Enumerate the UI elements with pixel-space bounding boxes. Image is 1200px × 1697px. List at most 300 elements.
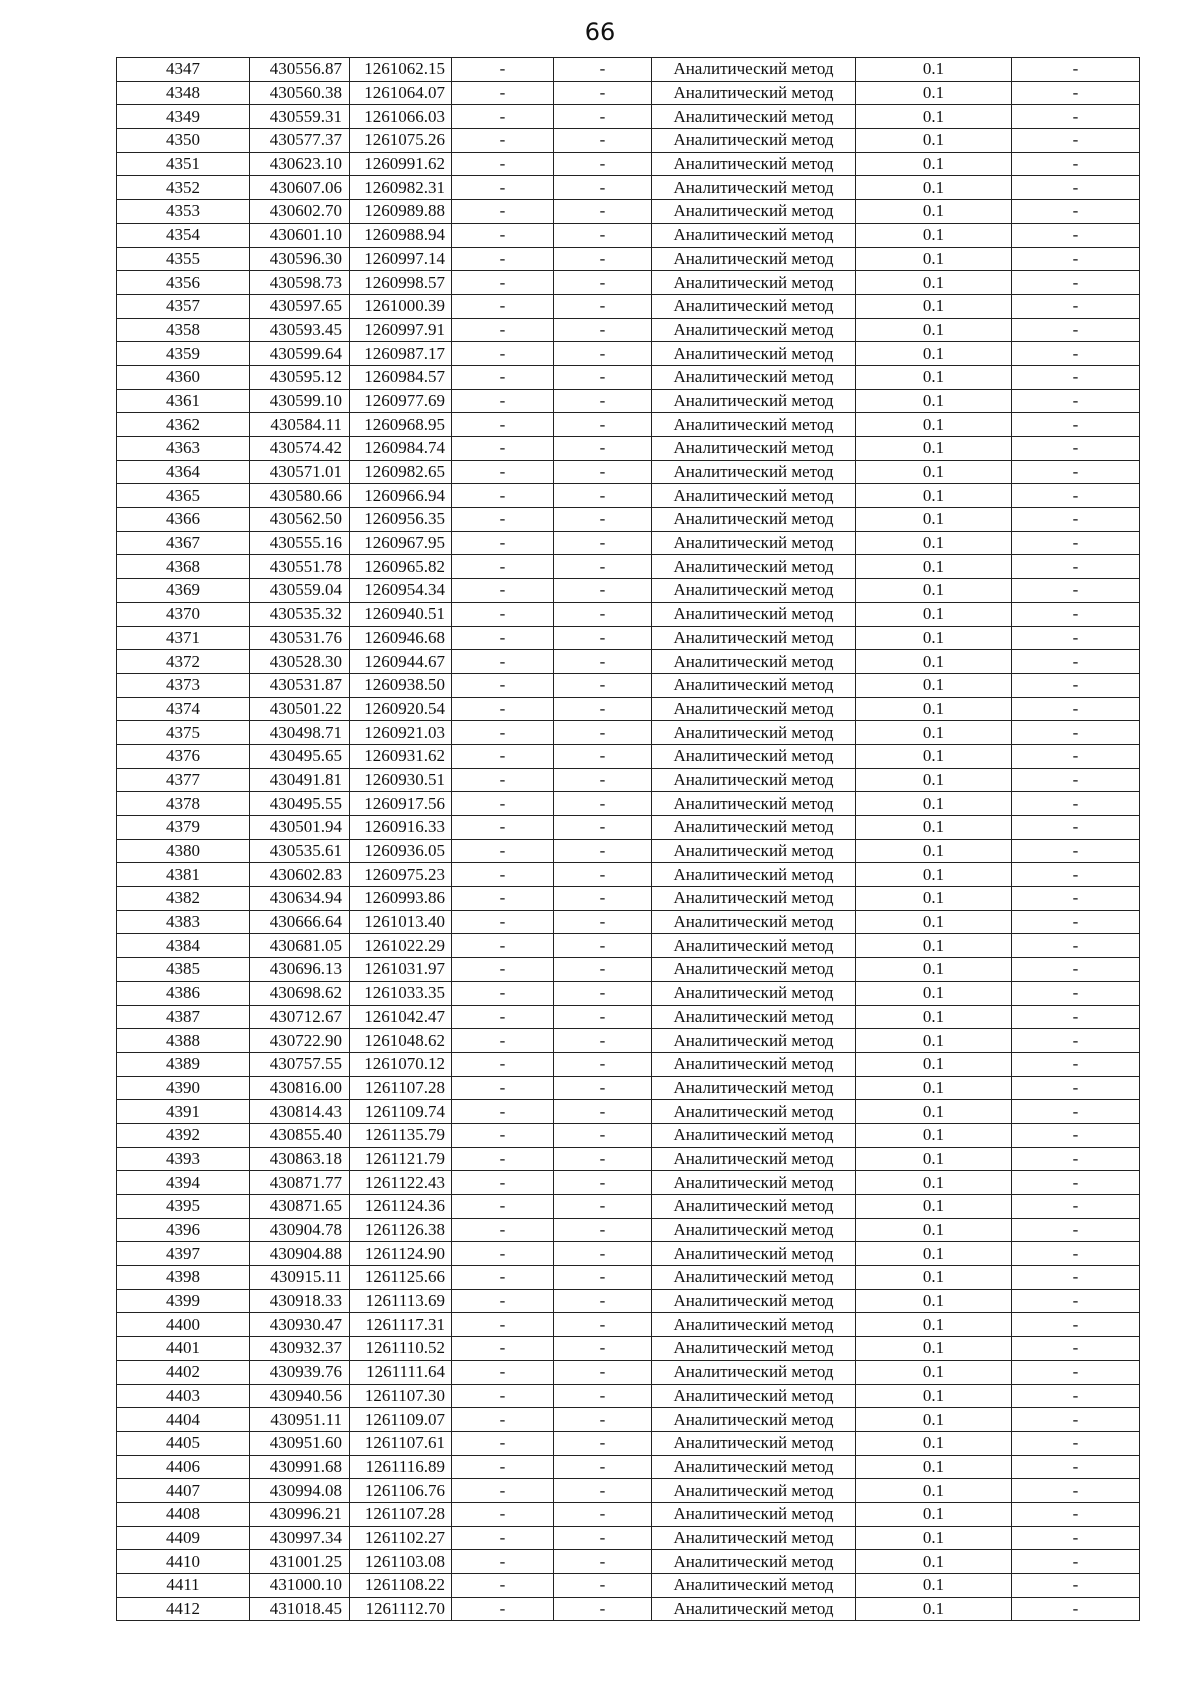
x-coordinate-cell: 431018.45 [250, 1597, 350, 1621]
empty-value-cell: - [452, 81, 554, 105]
empty-value-cell: - [1012, 1574, 1140, 1598]
accuracy-cell: 0.1 [856, 1479, 1012, 1503]
empty-value-cell: - [452, 200, 554, 224]
point-number-cell: 4392 [117, 1123, 250, 1147]
point-number-cell: 4376 [117, 744, 250, 768]
empty-value-cell: - [1012, 910, 1140, 934]
method-cell: Аналитический метод [652, 1029, 856, 1053]
point-number-cell: 4372 [117, 650, 250, 674]
accuracy-cell: 0.1 [856, 1242, 1012, 1266]
table-row [117, 910, 1140, 934]
table-row [117, 816, 1140, 840]
point-number-cell: 4373 [117, 673, 250, 697]
empty-value-cell: - [554, 105, 652, 129]
empty-value-cell: - [554, 1455, 652, 1479]
method-cell: Аналитический метод [652, 1550, 856, 1574]
x-coordinate-cell: 430593.45 [250, 318, 350, 342]
point-number-cell: 4370 [117, 602, 250, 626]
x-coordinate-cell: 430814.43 [250, 1100, 350, 1124]
accuracy-cell: 0.1 [856, 247, 1012, 271]
empty-value-cell: - [1012, 484, 1140, 508]
accuracy-cell: 0.1 [856, 365, 1012, 389]
x-coordinate-cell: 430991.68 [250, 1455, 350, 1479]
empty-value-cell: - [1012, 1052, 1140, 1076]
point-number-cell: 4375 [117, 721, 250, 745]
empty-value-cell: - [452, 1574, 554, 1598]
accuracy-cell: 0.1 [856, 1076, 1012, 1100]
x-coordinate-cell: 430560.38 [250, 81, 350, 105]
empty-value-cell: - [452, 105, 554, 129]
table-row [117, 602, 1140, 626]
x-coordinate-cell: 430932.37 [250, 1337, 350, 1361]
y-coordinate-cell: 1260946.68 [350, 626, 452, 650]
empty-value-cell: - [452, 721, 554, 745]
table-row [117, 1005, 1140, 1029]
point-number-cell: 4408 [117, 1502, 250, 1526]
point-number-cell: 4394 [117, 1171, 250, 1195]
table-row [117, 176, 1140, 200]
table-row [117, 1574, 1140, 1598]
method-cell: Аналитический метод [652, 247, 856, 271]
y-coordinate-cell: 1261064.07 [350, 81, 452, 105]
x-coordinate-cell: 430871.77 [250, 1171, 350, 1195]
accuracy-cell: 0.1 [856, 555, 1012, 579]
method-cell: Аналитический метод [652, 365, 856, 389]
method-cell: Аналитический метод [652, 602, 856, 626]
empty-value-cell: - [554, 1337, 652, 1361]
method-cell: Аналитический метод [652, 1502, 856, 1526]
empty-value-cell: - [452, 863, 554, 887]
empty-value-cell: - [1012, 579, 1140, 603]
x-coordinate-cell: 430951.60 [250, 1431, 350, 1455]
empty-value-cell: - [554, 223, 652, 247]
y-coordinate-cell: 1261125.66 [350, 1266, 452, 1290]
method-cell: Аналитический метод [652, 626, 856, 650]
table-row [117, 863, 1140, 887]
method-cell: Аналитический метод [652, 271, 856, 295]
x-coordinate-cell: 430571.01 [250, 460, 350, 484]
empty-value-cell: - [1012, 460, 1140, 484]
empty-value-cell: - [1012, 247, 1140, 271]
table-row [117, 839, 1140, 863]
table-row [117, 508, 1140, 532]
table-row [117, 1266, 1140, 1290]
accuracy-cell: 0.1 [856, 294, 1012, 318]
empty-value-cell: - [1012, 1384, 1140, 1408]
y-coordinate-cell: 1261112.70 [350, 1597, 452, 1621]
accuracy-cell: 0.1 [856, 200, 1012, 224]
y-coordinate-cell: 1261066.03 [350, 105, 452, 129]
empty-value-cell: - [554, 531, 652, 555]
y-coordinate-cell: 1261062.15 [350, 58, 452, 82]
empty-value-cell: - [1012, 1408, 1140, 1432]
empty-value-cell: - [554, 1384, 652, 1408]
empty-value-cell: - [1012, 389, 1140, 413]
x-coordinate-cell: 430623.10 [250, 152, 350, 176]
empty-value-cell: - [554, 1526, 652, 1550]
y-coordinate-cell: 1260987.17 [350, 342, 452, 366]
accuracy-cell: 0.1 [856, 413, 1012, 437]
accuracy-cell: 0.1 [856, 1526, 1012, 1550]
empty-value-cell: - [554, 1195, 652, 1219]
accuracy-cell: 0.1 [856, 744, 1012, 768]
point-number-cell: 4387 [117, 1005, 250, 1029]
y-coordinate-cell: 1260954.34 [350, 579, 452, 603]
empty-value-cell: - [1012, 934, 1140, 958]
empty-value-cell: - [1012, 1337, 1140, 1361]
accuracy-cell: 0.1 [856, 626, 1012, 650]
point-number-cell: 4367 [117, 531, 250, 555]
x-coordinate-cell: 430930.47 [250, 1313, 350, 1337]
point-number-cell: 4390 [117, 1076, 250, 1100]
method-cell: Аналитический метод [652, 981, 856, 1005]
table-row [117, 1052, 1140, 1076]
empty-value-cell: - [1012, 697, 1140, 721]
empty-value-cell: - [452, 602, 554, 626]
point-number-cell: 4397 [117, 1242, 250, 1266]
table-row [117, 152, 1140, 176]
empty-value-cell: - [452, 887, 554, 911]
x-coordinate-cell: 430555.16 [250, 531, 350, 555]
empty-value-cell: - [452, 1289, 554, 1313]
x-coordinate-cell: 430595.12 [250, 365, 350, 389]
method-cell: Аналитический метод [652, 816, 856, 840]
point-number-cell: 4406 [117, 1455, 250, 1479]
x-coordinate-cell: 431001.25 [250, 1550, 350, 1574]
table-row [117, 934, 1140, 958]
empty-value-cell: - [1012, 792, 1140, 816]
method-cell: Аналитический метод [652, 863, 856, 887]
empty-value-cell: - [452, 579, 554, 603]
accuracy-cell: 0.1 [856, 721, 1012, 745]
y-coordinate-cell: 1261107.30 [350, 1384, 452, 1408]
empty-value-cell: - [1012, 602, 1140, 626]
empty-value-cell: - [554, 981, 652, 1005]
empty-value-cell: - [1012, 342, 1140, 366]
table-row [117, 271, 1140, 295]
point-number-cell: 4379 [117, 816, 250, 840]
accuracy-cell: 0.1 [856, 1384, 1012, 1408]
empty-value-cell: - [554, 1242, 652, 1266]
y-coordinate-cell: 1260965.82 [350, 555, 452, 579]
table-row [117, 981, 1140, 1005]
accuracy-cell: 0.1 [856, 1005, 1012, 1029]
point-number-cell: 4383 [117, 910, 250, 934]
method-cell: Аналитический метод [652, 176, 856, 200]
accuracy-cell: 0.1 [856, 129, 1012, 153]
x-coordinate-cell: 430757.55 [250, 1052, 350, 1076]
x-coordinate-cell: 430599.64 [250, 342, 350, 366]
x-coordinate-cell: 430531.76 [250, 626, 350, 650]
empty-value-cell: - [452, 1360, 554, 1384]
empty-value-cell: - [554, 602, 652, 626]
table-row [117, 81, 1140, 105]
method-cell: Аналитический метод [652, 1242, 856, 1266]
point-number-cell: 4357 [117, 294, 250, 318]
y-coordinate-cell: 1260940.51 [350, 602, 452, 626]
empty-value-cell: - [452, 1455, 554, 1479]
point-number-cell: 4388 [117, 1029, 250, 1053]
table-row [117, 342, 1140, 366]
empty-value-cell: - [1012, 1195, 1140, 1219]
empty-value-cell: - [554, 1147, 652, 1171]
y-coordinate-cell: 1261107.61 [350, 1431, 452, 1455]
empty-value-cell: - [554, 389, 652, 413]
point-number-cell: 4386 [117, 981, 250, 1005]
point-number-cell: 4398 [117, 1266, 250, 1290]
point-number-cell: 4351 [117, 152, 250, 176]
empty-value-cell: - [1012, 81, 1140, 105]
accuracy-cell: 0.1 [856, 176, 1012, 200]
point-number-cell: 4348 [117, 81, 250, 105]
method-cell: Аналитический метод [652, 531, 856, 555]
y-coordinate-cell: 1261126.38 [350, 1218, 452, 1242]
method-cell: Аналитический метод [652, 1266, 856, 1290]
empty-value-cell: - [1012, 531, 1140, 555]
empty-value-cell: - [452, 129, 554, 153]
empty-value-cell: - [554, 1360, 652, 1384]
point-number-cell: 4399 [117, 1289, 250, 1313]
y-coordinate-cell: 1260997.91 [350, 318, 452, 342]
method-cell: Аналитический метод [652, 958, 856, 982]
accuracy-cell: 0.1 [856, 1052, 1012, 1076]
empty-value-cell: - [1012, 176, 1140, 200]
accuracy-cell: 0.1 [856, 318, 1012, 342]
point-number-cell: 4353 [117, 200, 250, 224]
point-number-cell: 4368 [117, 555, 250, 579]
empty-value-cell: - [554, 152, 652, 176]
empty-value-cell: - [452, 555, 554, 579]
point-number-cell: 4374 [117, 697, 250, 721]
empty-value-cell: - [1012, 1431, 1140, 1455]
method-cell: Аналитический метод [652, 910, 856, 934]
table-row [117, 1242, 1140, 1266]
empty-value-cell: - [1012, 1479, 1140, 1503]
table-row [117, 626, 1140, 650]
point-number-cell: 4395 [117, 1195, 250, 1219]
accuracy-cell: 0.1 [856, 271, 1012, 295]
empty-value-cell: - [452, 673, 554, 697]
empty-value-cell: - [452, 1029, 554, 1053]
point-number-cell: 4364 [117, 460, 250, 484]
x-coordinate-cell: 430596.30 [250, 247, 350, 271]
method-cell: Аналитический метод [652, 650, 856, 674]
empty-value-cell: - [452, 1431, 554, 1455]
accuracy-cell: 0.1 [856, 58, 1012, 82]
table-row [117, 1218, 1140, 1242]
x-coordinate-cell: 430915.11 [250, 1266, 350, 1290]
x-coordinate-cell: 430904.88 [250, 1242, 350, 1266]
method-cell: Аналитический метод [652, 579, 856, 603]
y-coordinate-cell: 1261013.40 [350, 910, 452, 934]
empty-value-cell: - [554, 768, 652, 792]
empty-value-cell: - [1012, 958, 1140, 982]
empty-value-cell: - [1012, 816, 1140, 840]
accuracy-cell: 0.1 [856, 508, 1012, 532]
x-coordinate-cell: 430577.37 [250, 129, 350, 153]
empty-value-cell: - [554, 318, 652, 342]
empty-value-cell: - [554, 1123, 652, 1147]
table-row [117, 721, 1140, 745]
x-coordinate-cell: 430584.11 [250, 413, 350, 437]
accuracy-cell: 0.1 [856, 389, 1012, 413]
x-coordinate-cell: 430722.90 [250, 1029, 350, 1053]
empty-value-cell: - [554, 460, 652, 484]
method-cell: Аналитический метод [652, 697, 856, 721]
table-row [117, 673, 1140, 697]
empty-value-cell: - [1012, 1076, 1140, 1100]
point-number-cell: 4377 [117, 768, 250, 792]
method-cell: Аналитический метод [652, 792, 856, 816]
accuracy-cell: 0.1 [856, 1123, 1012, 1147]
empty-value-cell: - [554, 1597, 652, 1621]
empty-value-cell: - [452, 1313, 554, 1337]
method-cell: Аналитический метод [652, 1195, 856, 1219]
table-row [117, 1431, 1140, 1455]
table-row [117, 1550, 1140, 1574]
y-coordinate-cell: 1260998.57 [350, 271, 452, 295]
empty-value-cell: - [452, 1123, 554, 1147]
accuracy-cell: 0.1 [856, 1147, 1012, 1171]
empty-value-cell: - [452, 318, 554, 342]
accuracy-cell: 0.1 [856, 1171, 1012, 1195]
empty-value-cell: - [452, 910, 554, 934]
empty-value-cell: - [452, 223, 554, 247]
x-coordinate-cell: 430607.06 [250, 176, 350, 200]
empty-value-cell: - [1012, 271, 1140, 295]
method-cell: Аналитический метод [652, 1360, 856, 1384]
accuracy-cell: 0.1 [856, 1360, 1012, 1384]
accuracy-cell: 0.1 [856, 602, 1012, 626]
empty-value-cell: - [554, 484, 652, 508]
method-cell: Аналитический метод [652, 1052, 856, 1076]
empty-value-cell: - [1012, 152, 1140, 176]
point-number-cell: 4400 [117, 1313, 250, 1337]
x-coordinate-cell: 430598.73 [250, 271, 350, 295]
empty-value-cell: - [452, 531, 554, 555]
empty-value-cell: - [554, 579, 652, 603]
accuracy-cell: 0.1 [856, 1313, 1012, 1337]
point-number-cell: 4405 [117, 1431, 250, 1455]
y-coordinate-cell: 1260944.67 [350, 650, 452, 674]
empty-value-cell: - [554, 294, 652, 318]
table-row [117, 887, 1140, 911]
y-coordinate-cell: 1261048.62 [350, 1029, 452, 1053]
empty-value-cell: - [554, 129, 652, 153]
empty-value-cell: - [452, 768, 554, 792]
method-cell: Аналитический метод [652, 1123, 856, 1147]
accuracy-cell: 0.1 [856, 460, 1012, 484]
y-coordinate-cell: 1260988.94 [350, 223, 452, 247]
method-cell: Аналитический метод [652, 555, 856, 579]
table-row [117, 105, 1140, 129]
point-number-cell: 4365 [117, 484, 250, 508]
x-coordinate-cell: 430599.10 [250, 389, 350, 413]
y-coordinate-cell: 1261075.26 [350, 129, 452, 153]
empty-value-cell: - [452, 365, 554, 389]
empty-value-cell: - [554, 1408, 652, 1432]
empty-value-cell: - [452, 1218, 554, 1242]
empty-value-cell: - [1012, 1550, 1140, 1574]
point-number-cell: 4411 [117, 1574, 250, 1598]
empty-value-cell: - [452, 247, 554, 271]
accuracy-cell: 0.1 [856, 863, 1012, 887]
empty-value-cell: - [1012, 1313, 1140, 1337]
method-cell: Аналитический метод [652, 1431, 856, 1455]
x-coordinate-cell: 430994.08 [250, 1479, 350, 1503]
empty-value-cell: - [452, 437, 554, 461]
y-coordinate-cell: 1261110.52 [350, 1337, 452, 1361]
empty-value-cell: - [554, 744, 652, 768]
empty-value-cell: - [1012, 768, 1140, 792]
point-number-cell: 4359 [117, 342, 250, 366]
empty-value-cell: - [554, 413, 652, 437]
empty-value-cell: - [1012, 1218, 1140, 1242]
empty-value-cell: - [452, 389, 554, 413]
accuracy-cell: 0.1 [856, 223, 1012, 247]
empty-value-cell: - [452, 697, 554, 721]
point-number-cell: 4361 [117, 389, 250, 413]
empty-value-cell: - [1012, 1005, 1140, 1029]
table-row [117, 223, 1140, 247]
empty-value-cell: - [554, 555, 652, 579]
y-coordinate-cell: 1261122.43 [350, 1171, 452, 1195]
point-number-cell: 4354 [117, 223, 250, 247]
empty-value-cell: - [1012, 129, 1140, 153]
table-row [117, 768, 1140, 792]
empty-value-cell: - [452, 792, 554, 816]
table-row [117, 247, 1140, 271]
y-coordinate-cell: 1260921.03 [350, 721, 452, 745]
empty-value-cell: - [1012, 863, 1140, 887]
empty-value-cell: - [554, 1005, 652, 1029]
empty-value-cell: - [452, 484, 554, 508]
point-number-cell: 4407 [117, 1479, 250, 1503]
accuracy-cell: 0.1 [856, 531, 1012, 555]
empty-value-cell: - [1012, 839, 1140, 863]
table-row [117, 1526, 1140, 1550]
x-coordinate-cell: 430951.11 [250, 1408, 350, 1432]
empty-value-cell: - [452, 981, 554, 1005]
accuracy-cell: 0.1 [856, 1289, 1012, 1313]
x-coordinate-cell: 430918.33 [250, 1289, 350, 1313]
empty-value-cell: - [554, 437, 652, 461]
table-row [117, 1171, 1140, 1195]
empty-value-cell: - [554, 81, 652, 105]
empty-value-cell: - [554, 887, 652, 911]
empty-value-cell: - [452, 1052, 554, 1076]
empty-value-cell: - [554, 673, 652, 697]
point-number-cell: 4396 [117, 1218, 250, 1242]
accuracy-cell: 0.1 [856, 1431, 1012, 1455]
empty-value-cell: - [1012, 555, 1140, 579]
method-cell: Аналитический метод [652, 1289, 856, 1313]
empty-value-cell: - [554, 1218, 652, 1242]
table-row [117, 1289, 1140, 1313]
method-cell: Аналитический метод [652, 934, 856, 958]
empty-value-cell: - [452, 744, 554, 768]
accuracy-cell: 0.1 [856, 484, 1012, 508]
point-number-cell: 4371 [117, 626, 250, 650]
empty-value-cell: - [452, 1337, 554, 1361]
empty-value-cell: - [452, 1550, 554, 1574]
y-coordinate-cell: 1261111.64 [350, 1360, 452, 1384]
empty-value-cell: - [554, 792, 652, 816]
x-coordinate-cell: 430939.76 [250, 1360, 350, 1384]
y-coordinate-cell: 1260982.31 [350, 176, 452, 200]
empty-value-cell: - [554, 1266, 652, 1290]
y-coordinate-cell: 1260967.95 [350, 531, 452, 555]
